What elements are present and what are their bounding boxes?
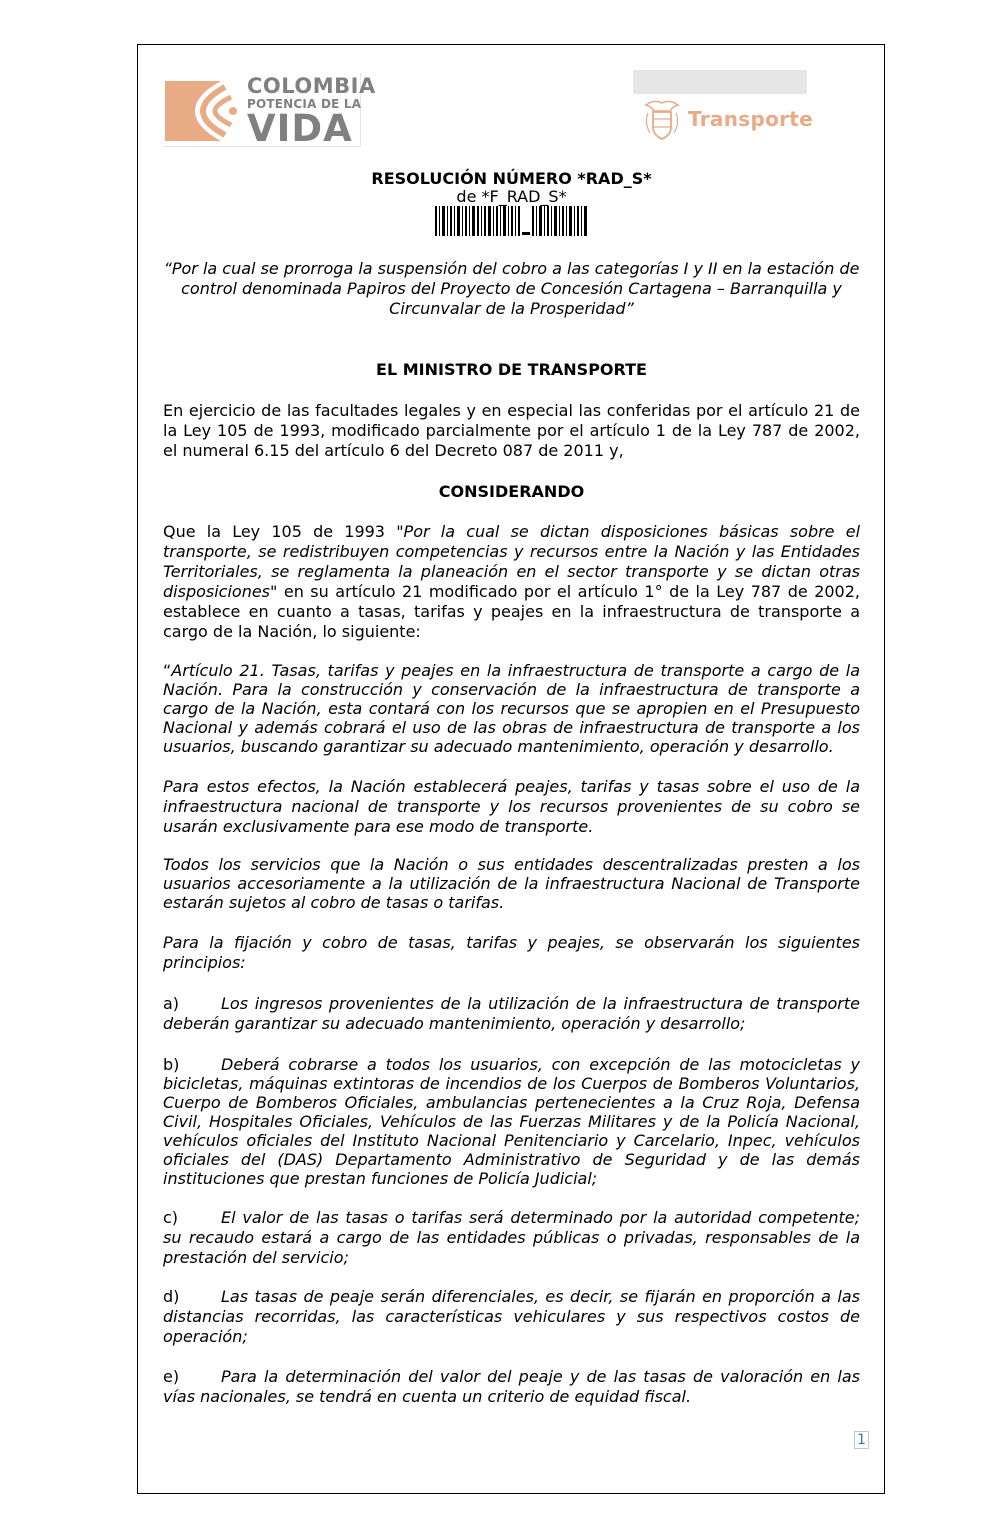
paragraph-ley-105 bbox=[163, 522, 860, 642]
paragraph-rest: " en su artículo 21 modificado por el artículo 1° de la Ley 787 de 2002, establece en cuanto a tasas, tarifas y peajes en la infraestructura de transporte a cargo de la Nación, lo siguiente: bbox=[163, 582, 860, 641]
article-paragraph-1 bbox=[163, 661, 860, 756]
authority-heading: EL MINISTRO DE TRANSPORTE bbox=[376, 360, 647, 379]
resolution-title: RESOLUCIÓN NÚMERO *RAD_S* bbox=[371, 169, 652, 188]
resolution-date: de *F_RAD_S* bbox=[456, 187, 567, 206]
logo-line-2: POTENCIA DE LA bbox=[247, 97, 362, 111]
transporte-word: Transporte bbox=[688, 107, 813, 131]
document-page bbox=[137, 44, 885, 1494]
paragraph-intro: Que la Ley 105 de 1993 bbox=[163, 522, 397, 541]
item-text: El valor de las tasas o tarifas será determinado por la autoridad competente; su recaudo estará a cargo de las entidades públicas o privadas, responsables de la prestación del servicio; bbox=[163, 1208, 860, 1267]
item-label: c) bbox=[163, 1208, 179, 1227]
item-label: b) bbox=[163, 1055, 180, 1074]
paragraph-quote: "Por la cual se dictan disposiciones básicas sobre el transporte, se redistribuyen competencias y recursos entre la Nación y las Entidades Territoriales, se reglamenta la planeación en el sector transporte y se dictan otras disposiciones bbox=[163, 522, 861, 601]
logo-line-3: VIDA bbox=[247, 107, 353, 150]
logo-line-1: COLOMBIA bbox=[247, 74, 376, 98]
article-p1-text: Artículo 21. Tasas, tarifas y peajes en la infraestructura de transporte a cargo de la Nación. Para la construcción y conservación de la infraestructura de transporte a cargo de la Nación, esta contará con los recursos que se apropien en el Presupuesto Nacional y además cobrará el uso de las obras de infraestructura de transporte a los usuarios, buscando garantizar su adecuado mantenimiento, operación y desarrollo. bbox=[163, 661, 860, 756]
coat-of-arms-icon bbox=[640, 97, 684, 143]
article-item-e bbox=[163, 1367, 860, 1407]
colombia-potencia-logo bbox=[163, 73, 376, 150]
article-paragraph-4: Para la fijación y cobro de tasas, tarifas y peajes, se observarán los siguientes principios: bbox=[163, 933, 860, 972]
article-item-b bbox=[163, 1055, 860, 1188]
item-text: Para la determinación del valor del peaje y de las tasas de valoración en las vías nacionales, se tendrá en cuenta un criterio de equidad fiscal. bbox=[163, 1367, 860, 1406]
header-gray-bar bbox=[633, 70, 807, 94]
article-paragraph-3: Todos los servicios que la Nación o sus entidades descentralizadas presten a los usuarios accesoriamente a la utilización de la infraestructura Nacional de Transporte estarán sujetos al cobro de tasas o tarifas. bbox=[163, 855, 860, 912]
article-item-d bbox=[163, 1287, 860, 1347]
article-item-a bbox=[163, 994, 860, 1034]
page-number: 1 bbox=[854, 1431, 869, 1449]
item-text: Los ingresos provenientes de la utilización de la infraestructura de transporte deberán garantizar su adecuado mantenimiento, operación y desarrollo; bbox=[163, 994, 860, 1033]
item-label: d) bbox=[163, 1287, 180, 1306]
preamble-paragraph: En ejercicio de las facultades legales y en especial las conferidas por el artículo 21 de la Ley 105 de 1993, modificado parcialmente por el artículo 1 de la Ley 787 de 2002, el numeral 6.15 del artículo 6 del Decreto 087 de 2011 y, bbox=[163, 401, 860, 460]
item-label: e) bbox=[163, 1367, 180, 1386]
article-paragraph-2: Para estos efectos, la Nación establecerá peajes, tarifas y tasas sobre el uso de la infraestructura nacional de transporte y los recursos provenientes de su cobro se usarán exclusivamente para ese modo de transporte. bbox=[163, 777, 860, 836]
resolution-subject: “Por la cual se prorroga la suspensión del cobro a las categorías I y II en la estación de control denominada Papiros del Proyecto de Concesión Cartagena – Barranquilla y Circunvalar de la Prosperidad” bbox=[163, 259, 860, 318]
colombia-potencia-logo-icon bbox=[165, 75, 245, 145]
barcode-icon bbox=[435, 206, 587, 236]
article-item-c bbox=[163, 1208, 860, 1268]
open-quote: “ bbox=[163, 661, 172, 680]
item-text: Deberá cobrarse a todos los usuarios, con excepción de las motocicletas y bicicletas, máquinas extintoras de incendios de los Cuerpos de Bomberos Voluntarios, Cuerpo de Bomberos Oficiales, ambulancias pertenecientes a la Cruz Roja, Defensa Civil, Hospitales Oficiales, Vehículos de las Fuerzas Militares y de la Policía Nacional, vehículos oficiales del Instituto Nacional Penitenciario y Carcelario, Inpec, vehículos oficiales del (DAS) Departamento Administrativo de Seguridad y de las demás instituciones que prestan funciones de Policía Judicial; bbox=[163, 1055, 860, 1188]
considerando-heading: CONSIDERANDO bbox=[438, 482, 585, 501]
transporte-logo bbox=[640, 97, 813, 147]
item-text: Las tasas de peaje serán diferenciales, es decir, se fijarán en proporción a las distancias recorridas, las características vehiculares y sus respectivos costos de operación; bbox=[163, 1287, 860, 1346]
item-label: a) bbox=[163, 994, 180, 1013]
